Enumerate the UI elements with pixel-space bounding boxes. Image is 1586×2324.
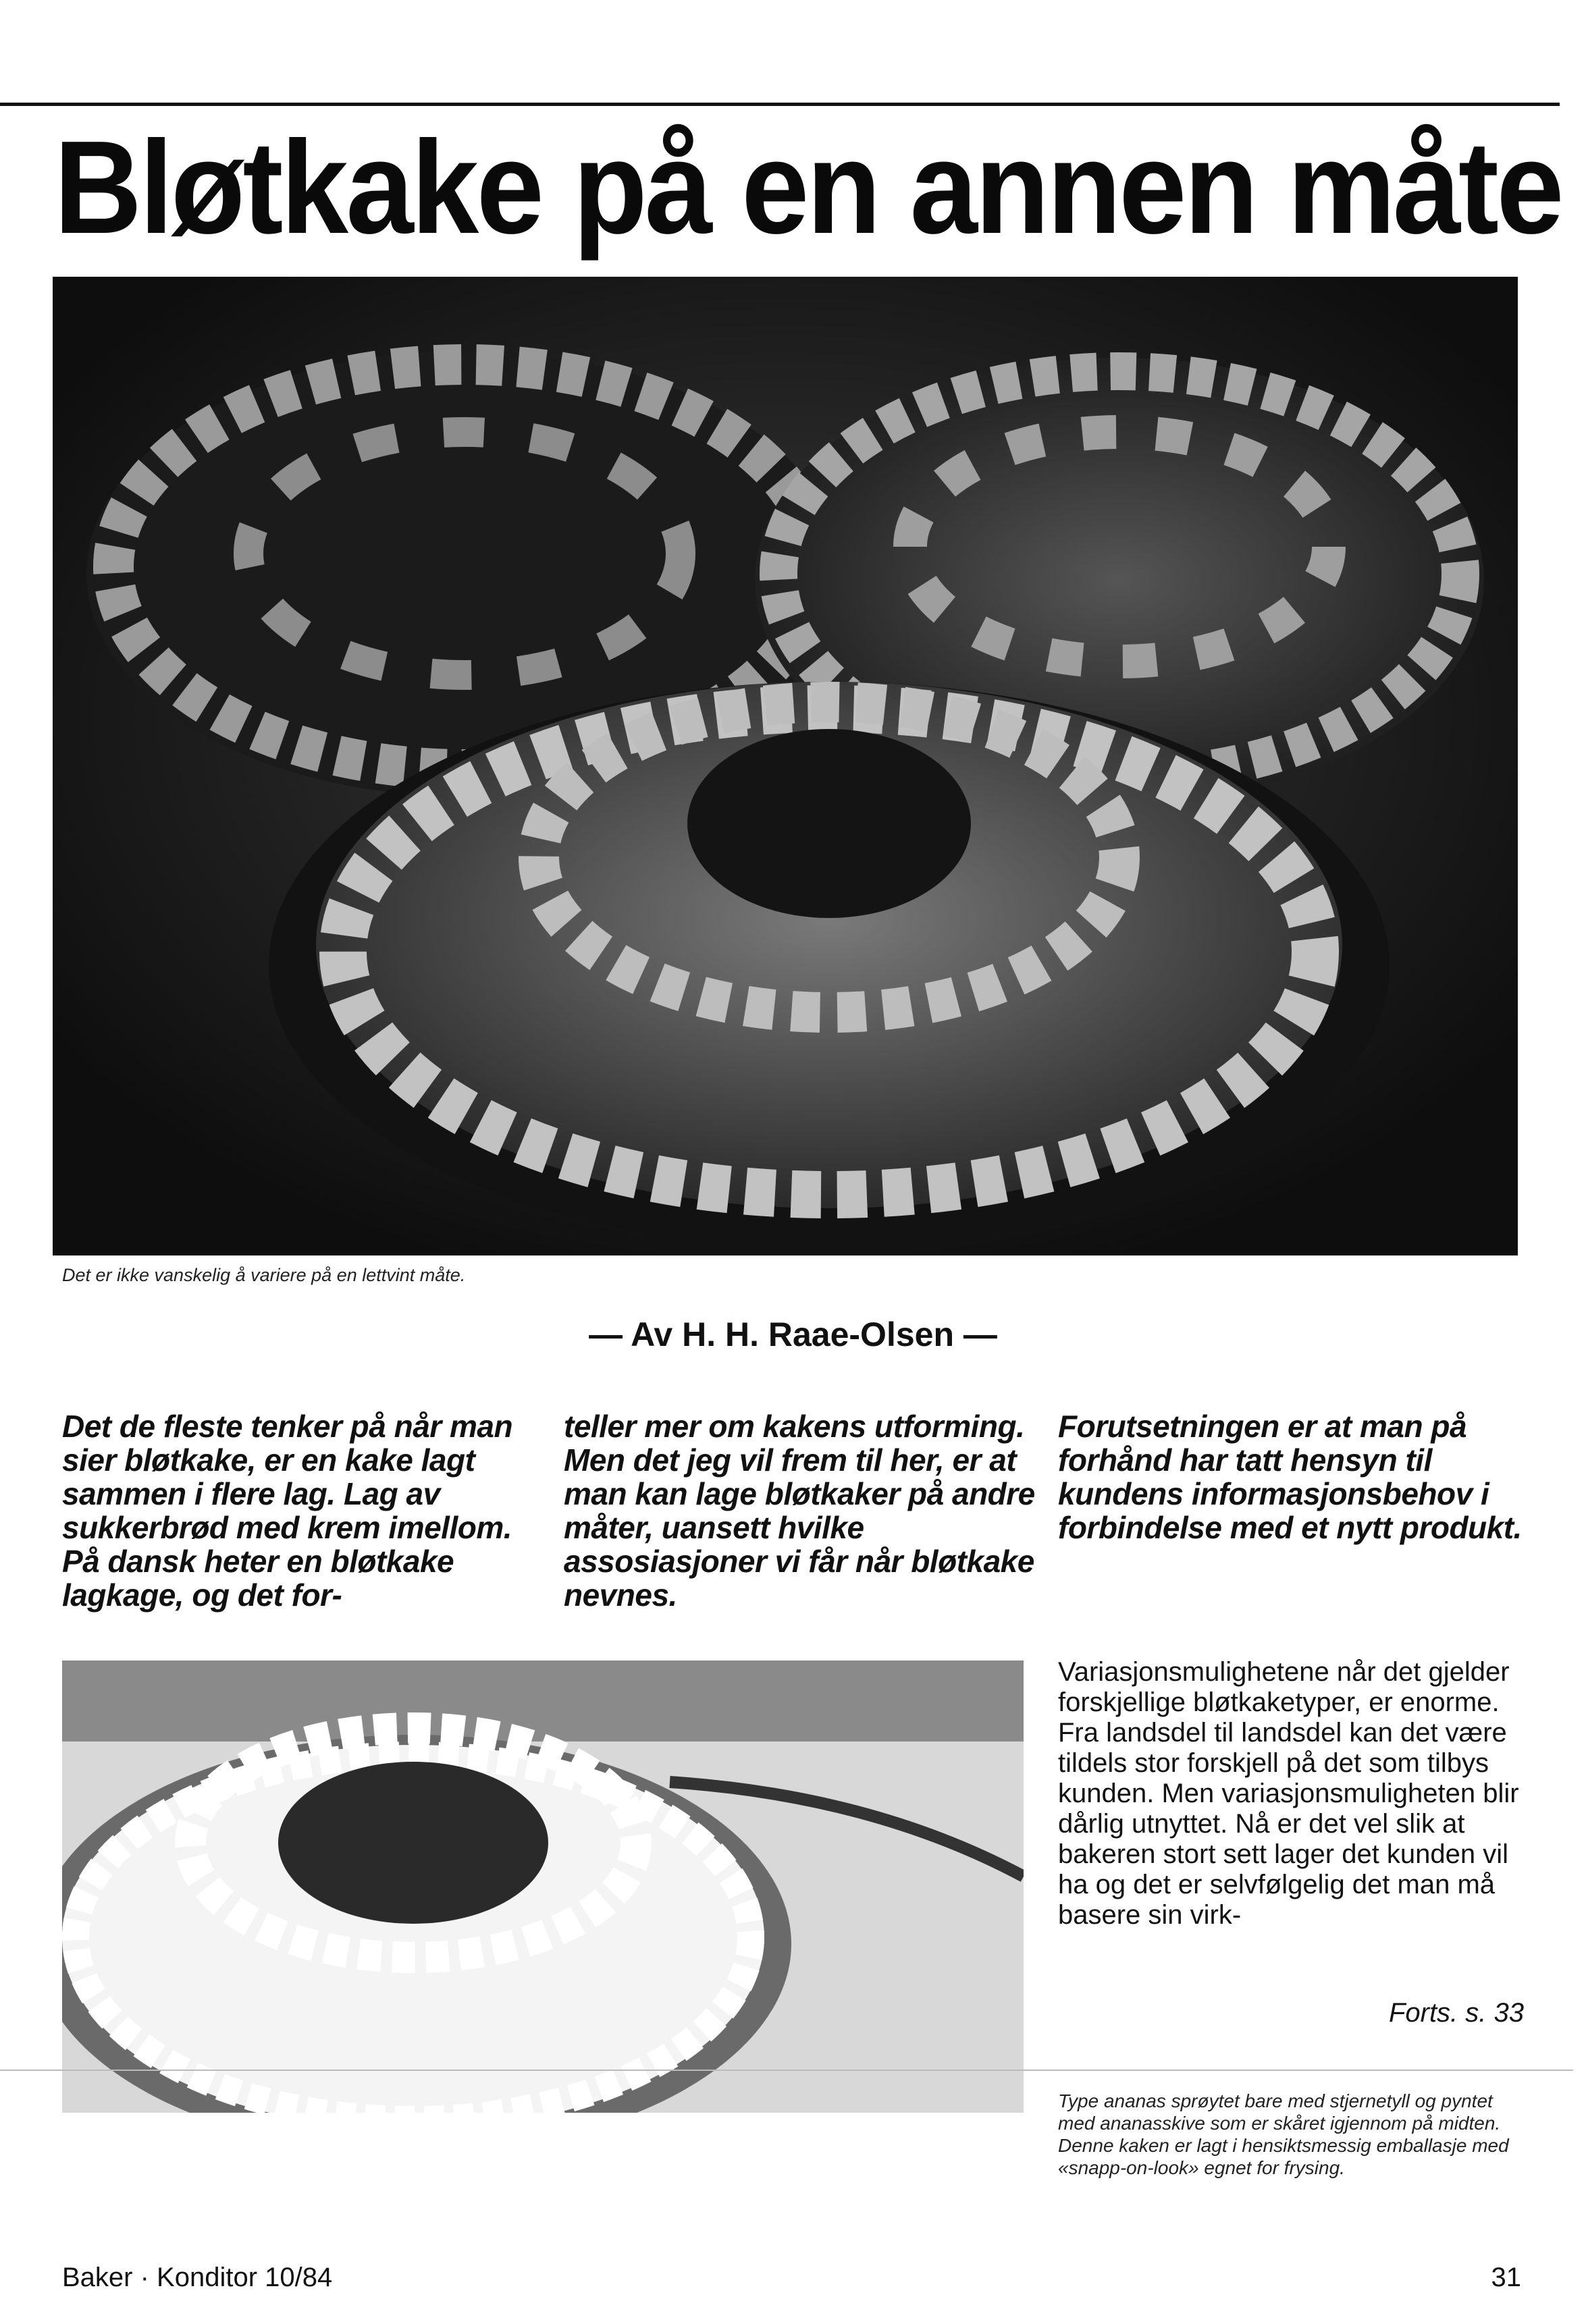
top-rule — [0, 103, 1560, 106]
cakes-photo — [53, 277, 1518, 1255]
lead-column-3: Forutsetningen er at man på forhånd har tatt hensyn til kundens informasjonsbehov i forbindelse med et nytt produkt. — [1058, 1409, 1522, 1545]
page-headline: Bløtkake på en annen måte — [54, 113, 1562, 261]
page-number: 31 — [1491, 2263, 1521, 2292]
lead-column-2: teller mer om kakens utforming. Men det jeg vil frem til her, er at man kan lage bløtkaker på andre måter, uansett hvilke assosiasjoner vi får når bløtkake nevnes. — [564, 1409, 1035, 1613]
byline: — Av H. H. Raae-Olsen — — [589, 1316, 997, 1353]
continued-note: Forts. s. 33 — [1388, 1998, 1524, 2028]
pineapple-cake-photo — [62, 1660, 1024, 2113]
body-paragraph: Variasjonsmulighetene når det gjelder forskjellige bløtkaketyper, er enorme. Fra landsdel til landsdel kan det være tildels stor forskjell på det som tilbys kunden. Men variasjonsmuligheten blir dårlig utnyttet. Nå er det vel slik at bakeren stort sett lager det kunden vil ha og det er selvfølgelig det man må basere sin virk- — [1058, 1657, 1519, 1930]
pineapple-cake-image — [62, 1660, 1024, 2113]
section-rule — [0, 2070, 1573, 2071]
photo-caption: Det er ikke vanskelig å variere på en lettvint måte. — [62, 1265, 466, 1285]
bottom-photo-caption: Type ananas sprøytet bare med stjernetyll og pyntet med ananasskive som er skåret igjennom på midten. Denne kaken er lagt i hensiktsmessig emballasje med «snapp-on-look» egnet for frysing. — [1058, 2090, 1509, 2178]
lead-column-1: Det de fleste tenker på når man sier bløtkake, er en kake lagt sammen i flere lag. Lag av sukkerbrød med krem imellom. På dansk heter en bløtkake lagkage, og det for- — [62, 1409, 513, 1613]
cakes-photo-image — [53, 277, 1518, 1255]
publication-footer: Baker · Konditor 10/84 — [62, 2263, 333, 2292]
